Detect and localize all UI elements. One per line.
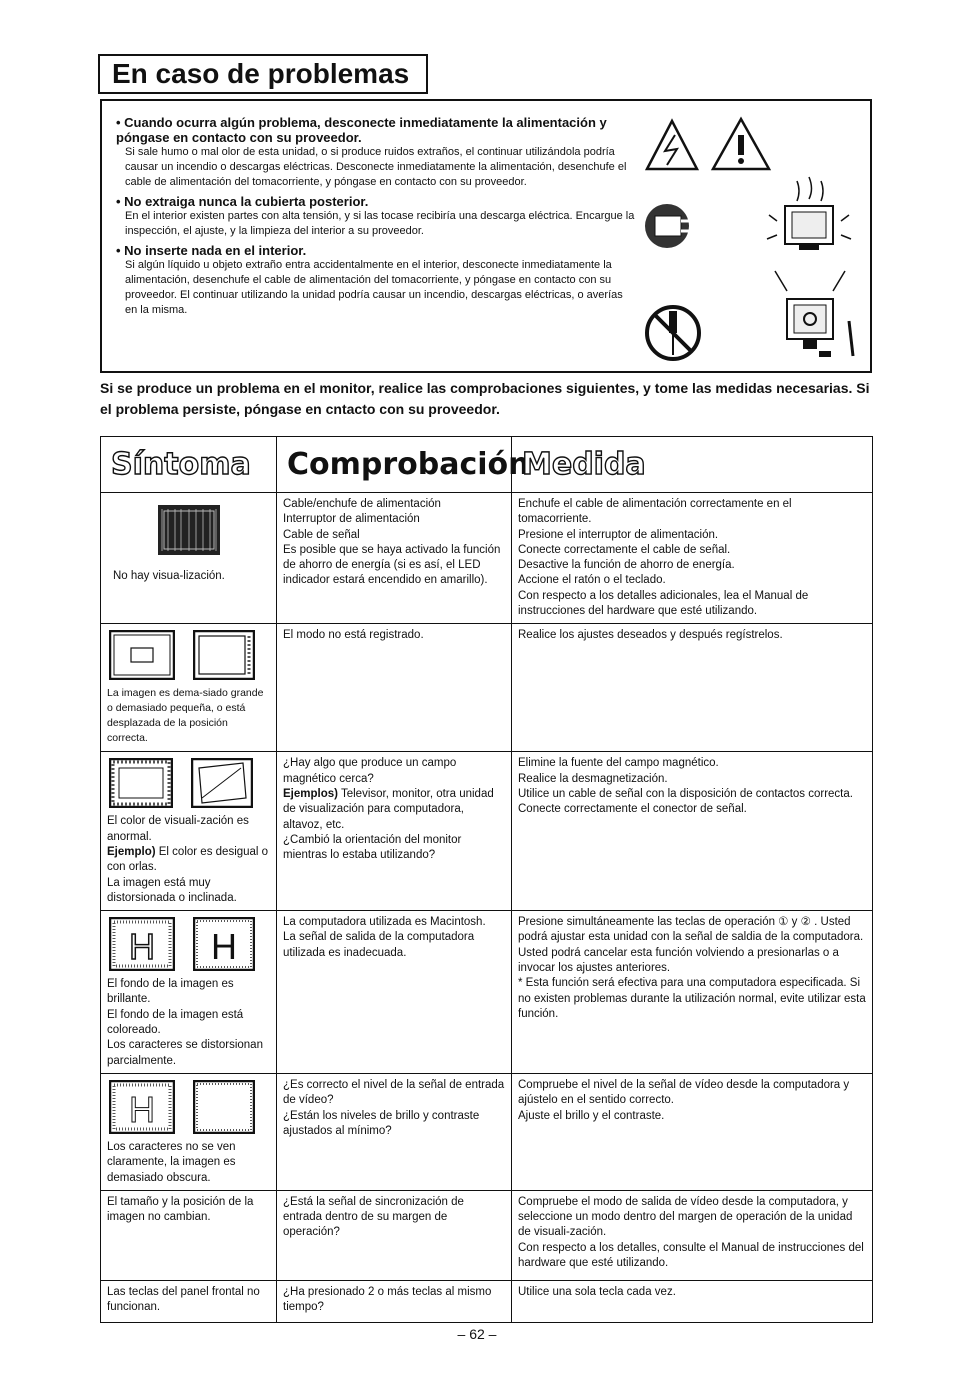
svg-text:H: H (129, 926, 155, 968)
no-display-icon (158, 505, 220, 555)
svg-text:H: H (129, 1088, 155, 1130)
table-row (101, 911, 873, 1074)
check-cell: La computadora utilizada es Macintosh. La señal de salida de la computadora utilizada es inadecuada. (277, 911, 512, 1074)
table-row (101, 1073, 873, 1190)
warning-body: En el interior existen partes con alta tensión, y si las tocase recibiría una descarga eléctrica. Encargue la inspección, el ajuste, y la limpieza del interior a su proveedor. (125, 210, 635, 237)
table-row (101, 1280, 873, 1322)
colored-background-screen-icon (193, 917, 255, 971)
action-cell: Elimine la fuente del campo magnético. Realice la desmagnetización. Utilice un cable de señal con la disposición de contactos correcta. Conecte correctamente el conector de señal. (512, 752, 873, 911)
warning-body: Si sale humo o mal olor de esta unidad, o si produce ruidos extraños, el continuar utilizándola podría causar un incendio o descargas eléctricas. Desconecte inmediatamente la alimentación, desenchufe el cable de alimentación del tomacorriente, y póngase en contacto con su proveedor. (125, 146, 627, 188)
warning-item (116, 194, 636, 239)
symptom-cell (101, 911, 277, 1074)
table-row (101, 1190, 873, 1280)
table-row (101, 752, 873, 911)
check-cell: ¿Está la señal de sincronización de entrada dentro de su margen de operación? (277, 1190, 512, 1280)
check-cell: ¿Hay algo que produce un campo magnético cerca? Ejemplos) Televisor, monitor, otra unidad de visualización para computadora, altavoz, etc. ¿Cambió la orientación del monitor mientras lo estaba utilizando? (277, 752, 512, 911)
dark-image-screen-icon (193, 1080, 255, 1134)
symptom-cell: El tamaño y la posición de la imagen no cambian. (101, 1190, 277, 1280)
header-symptom: Síntoma (101, 437, 277, 493)
symptom-example: Ejemplo) El color es desigual o con orlas. (107, 845, 269, 874)
intro-text: Si se produce un problema en el monitor, realice las comprobaciones siguientes, y tome las medidas necesarias. Si el problema persiste, póngase en cntacto con su proveedor. (100, 380, 870, 417)
page-number: – 62 – (457, 1326, 497, 1342)
tilted-image-screen-icon (191, 758, 253, 808)
table-row (101, 493, 873, 624)
symptom-cell (101, 493, 277, 624)
symptom-text: No hay visua-lización. (113, 570, 225, 582)
header-action: Medida (512, 437, 873, 493)
symptom-text: La imagen es dema-siado grande o demasiado pequeña, o está desplazada de la posición correcta. (107, 687, 264, 745)
table-header-row (101, 437, 873, 493)
table-row (101, 624, 873, 752)
warning-item (116, 115, 636, 190)
symptom-cell (101, 752, 277, 911)
svg-text:H: H (211, 926, 237, 968)
warning-item (116, 243, 636, 318)
monitor-object-icon (775, 271, 853, 357)
symptom-cell (101, 1073, 277, 1190)
symptom-text: El fondo de la imagen es brillante. El fondo de la imagen está coloreado. Los caracteres se distorsionan parcialmente. (107, 978, 263, 1067)
color-fringe-screen-icon (109, 758, 173, 808)
action-cell: Compruebe el modo de salida de vídeo desde la computadora, y seleccione un modo dentro del margen de operación de la unidad de visuali-zación. Con respecto a los detalles, consulte el Manual de instrucciones del hardware que esté utilizando. (512, 1190, 873, 1280)
unplug-icon (645, 204, 695, 248)
warning-heading: • No inserte nada en el interior. (116, 243, 636, 258)
action-cell: Enchufe el cable de alimentación correctamente en el tomacorriente. Presione el interruptor de alimentación. Conecte correctamente el cable de señal. Desactive la función de ahorro de energía. Accione el ratón o el teclado. Con respecto a los detalles adicionales, lea el Manual de instrucciones del hardware que esté utilizando. (512, 493, 873, 624)
troubleshooting-table (100, 436, 873, 1323)
action-cell: Compruebe el nivel de la señal de vídeo desde la computadora y ajústelo en el sentido correcto. Ajuste el brillo y el contraste. (512, 1073, 873, 1190)
warning-illustrations (637, 111, 867, 366)
no-screwdriver-icon (647, 307, 699, 359)
unclear-characters-screen-icon (109, 1080, 175, 1134)
header-check: Comprobación (277, 437, 512, 493)
warning-list (116, 115, 636, 322)
check-cell: El modo no está registrado. (277, 624, 512, 752)
warning-body: Si algún líquido u objeto extraño entra accidentalmente en el interior, desconecte inmediatamente la alimentación, desenchufe el cable de alimentación del tomacorriente, y póngase en contacto con su proveedor. El continuar utilizando la unidad podría causar un incendio, descargas eléctricas, o averías en la misma. (125, 259, 623, 316)
caution-warning-icon (713, 119, 769, 169)
action-cell: Realice los ajustes deseados y después regístrelos. (512, 624, 873, 752)
shifted-image-screen-icon (193, 630, 255, 680)
symptom-cell (101, 624, 277, 752)
section-title: En caso de problemas (98, 54, 428, 94)
symptom-text: El color de visuali-zación es anormal. (107, 815, 249, 843)
check-cell: Cable/enchufe de alimentación Interruptor de alimentación Cable de señal Es posible que se haya activado la función de ahorro de energía (si es así, el LED indicador estará encendido en amarillo). (277, 493, 512, 624)
symptom-text: Los caracteres no se ven claramente, la imagen es demasiado obscura. (107, 1140, 236, 1184)
symptom-cell: Las teclas del panel frontal no funcionan. (101, 1280, 277, 1322)
check-cell: ¿Es correcto el nivel de la señal de entrada de vídeo? ¿Están los niveles de brillo y contraste ajustados al mínimo? (277, 1073, 512, 1190)
small-image-screen-icon (109, 630, 175, 680)
action-cell: Utilice una sola tecla cada vez. (512, 1280, 873, 1322)
check-cell: ¿Ha presionado 2 o más teclas al mismo tiempo? (277, 1280, 512, 1322)
electric-shock-warning-icon (647, 121, 697, 169)
warning-box (100, 99, 872, 373)
warning-heading: • Cuando ocurra algún problema, desconecte inmediatamente la alimentación y póngase en contacto con su proveedor. (116, 115, 636, 145)
symptom-extra: La imagen está muy distorsionada o inclinada. (107, 876, 237, 904)
action-cell: Presione simultáneamente las teclas de operación ① y ② . Usted podrá ajustar esta unidad con la señal de saldia de la computadora. Usted podrá cancelar esta función volviendo a presionarlas o a invocar los ajustes anteriores. * Esta función será efectiva para una computadora especificada. Si no existen problemas durante la utilización normal, evite utilizar esta función. (512, 911, 873, 1074)
smoking-monitor-icon (767, 177, 851, 250)
warning-heading: • No extraiga nunca la cubierta posterior. (116, 194, 636, 209)
bright-background-screen-icon (109, 917, 175, 971)
